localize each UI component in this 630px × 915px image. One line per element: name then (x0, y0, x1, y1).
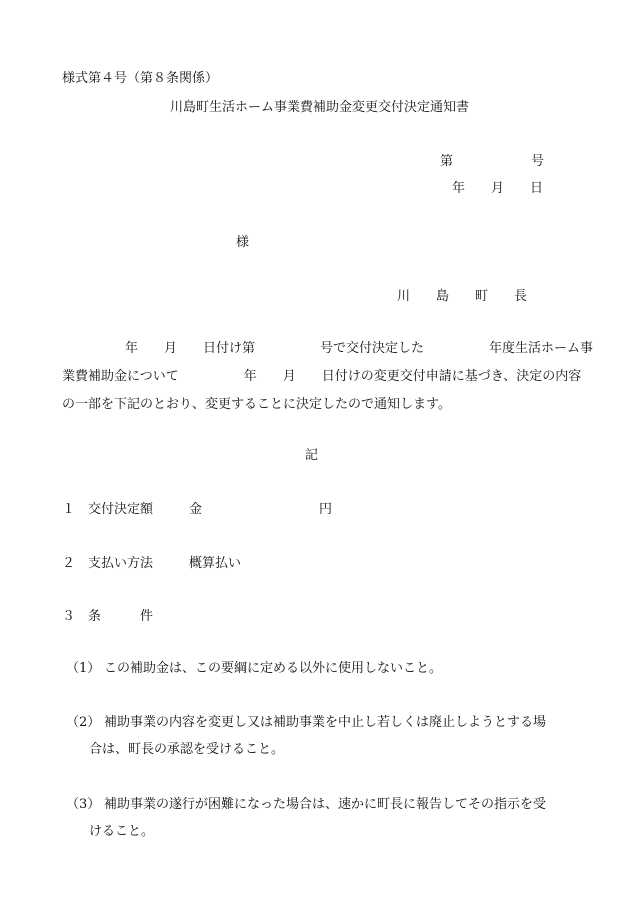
condition-1-text: この補助金は、この要綱に定める以外に使用しないこと。 (104, 661, 443, 676)
item-payment-method-label: ２ 支払い方法 (62, 556, 154, 571)
document-title: 川島町生活ホーム事業費補助金変更交付決定通知書 (170, 100, 470, 115)
body-line-2: 業費補助金について 年 月 日付けの変更交付申請に基づき、決定の内容 (62, 369, 582, 384)
issue-date: 年 月 日 (452, 181, 544, 196)
condition-3-text-line-2: けること。 (89, 824, 155, 839)
body-line-1: 年 月 日付け第 号で交付決定した 年度生活ホーム事 (112, 341, 594, 356)
item-grant-amount-value: 金 円 (189, 502, 333, 517)
addressee-suffix: 様 (236, 235, 250, 250)
item-payment-method-value: 概算払い (189, 556, 242, 571)
condition-2-text-line-2: 合は、町長の承認を受けること。 (89, 742, 285, 757)
body-line-3: の一部を下記のとおり、変更することに決定したので通知します。 (62, 397, 451, 412)
sender-name: 川 島 町 長 (397, 289, 528, 304)
condition-2-number: （2） (66, 715, 101, 730)
condition-3-number: （3） (66, 797, 101, 812)
condition-3-text-line-1: 補助事業の遂行が困難になった場合は、速かに町長に報告してその指示を受 (104, 797, 547, 812)
item-conditions-label: ３ 条 件 (62, 609, 154, 624)
item-grant-amount-label: １ 交付決定額 (62, 502, 154, 517)
condition-2-text-line-1: 補助事業の内容を変更し又は補助事業を中止し若しくは廃止しようとする場 (104, 715, 547, 730)
condition-1-number: （1） (66, 661, 101, 676)
reference-number: 第 号 (440, 154, 545, 169)
form-number: 様式第４号（第８条関係） (62, 71, 219, 86)
ki-heading: 記 (305, 448, 319, 463)
